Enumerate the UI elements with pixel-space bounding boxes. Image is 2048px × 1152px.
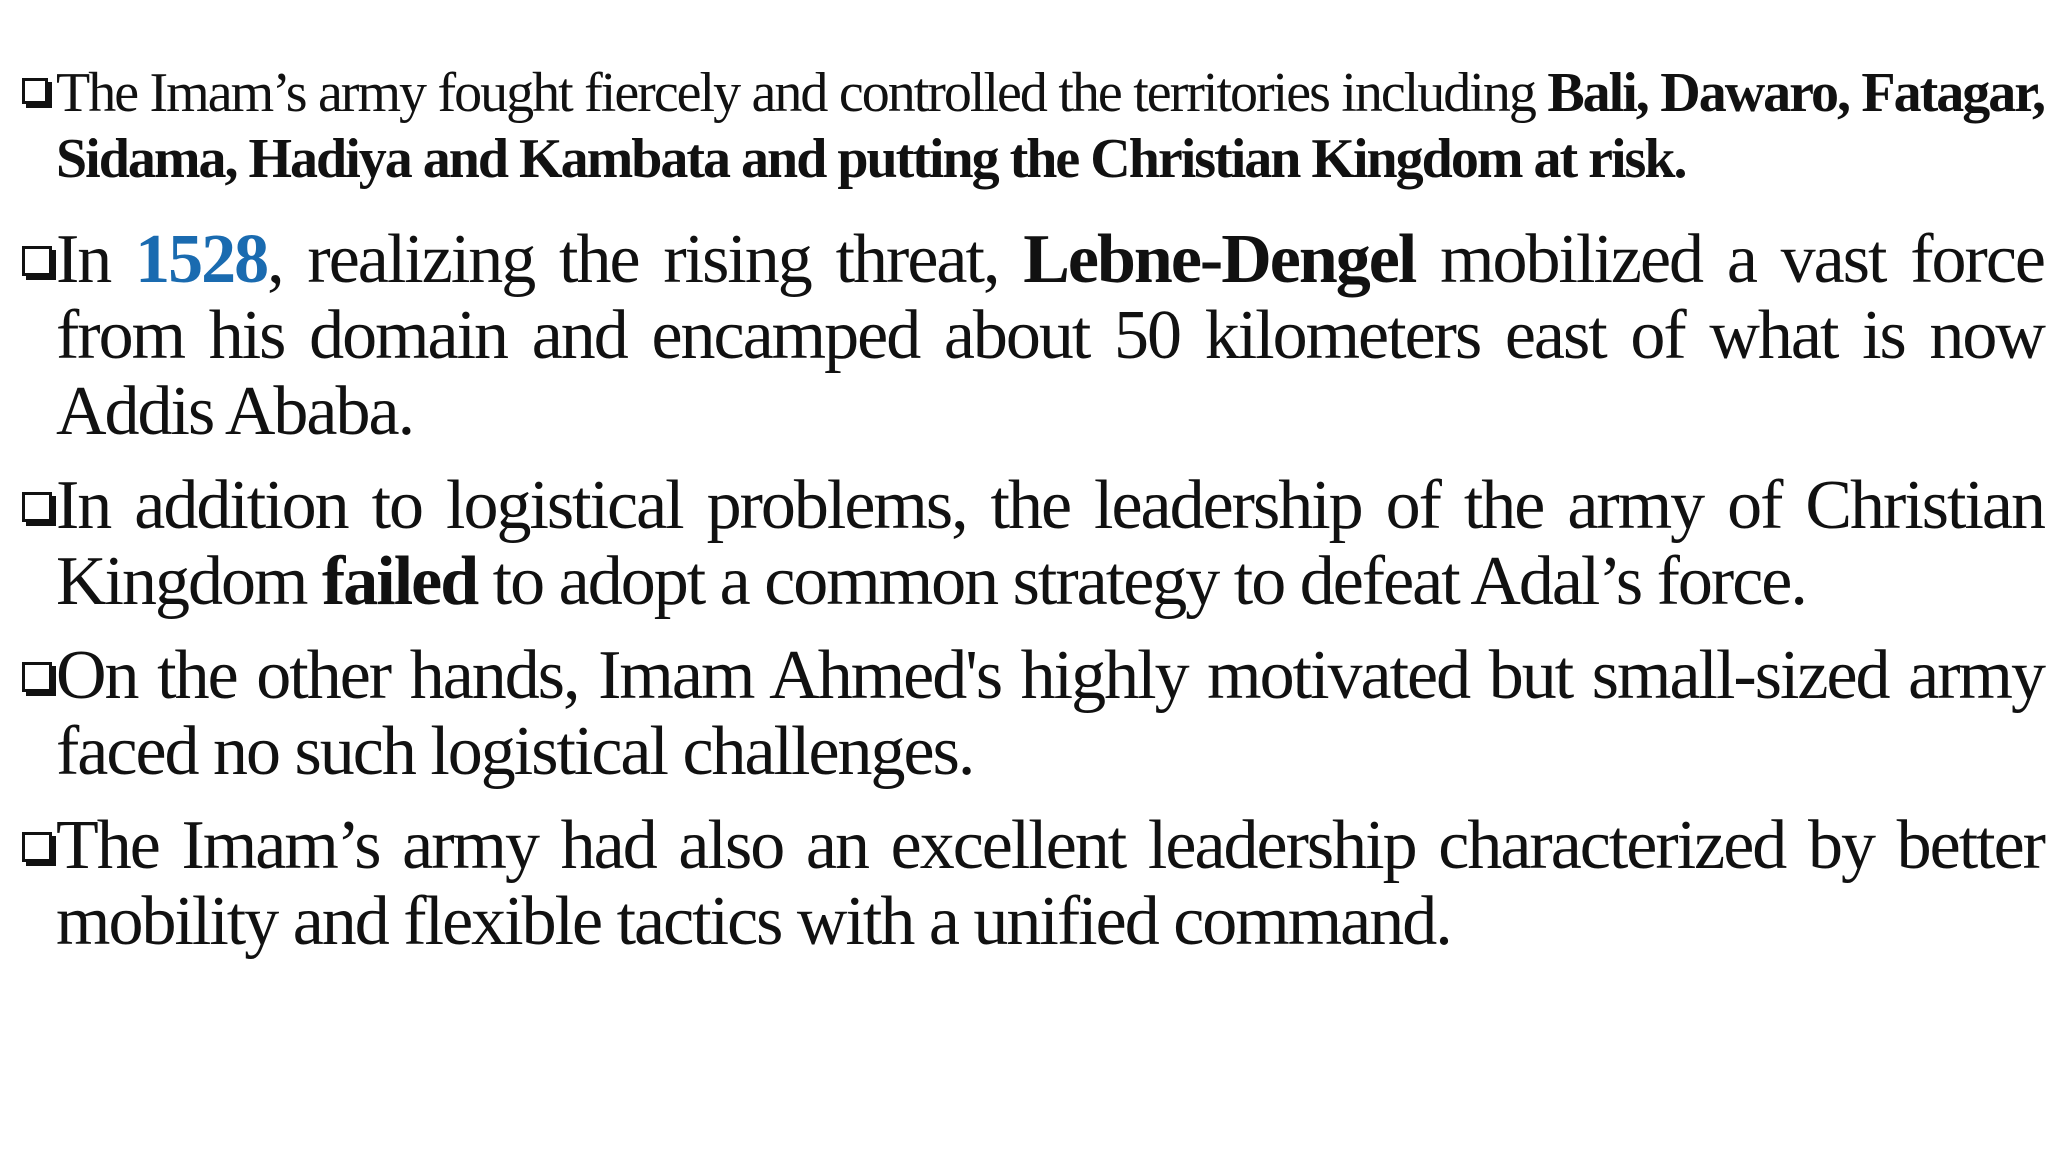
- lebne-dengel-bold-text: Lebne-Dengel: [1023, 221, 1416, 298]
- bullet-item-imam-ahmed-army: [22, 638, 2044, 790]
- bullet-item-leadership-failed: [22, 468, 2044, 620]
- failed-bold-text: failed: [321, 543, 478, 620]
- year-highlight: 1528: [135, 221, 268, 298]
- bullet-text: The Imam’s army fought fiercely and controlled the territories including: [56, 62, 1548, 124]
- bullet-list: [22, 60, 2044, 978]
- hollow-square-bullet-icon: [22, 78, 48, 104]
- bullet-text: In: [56, 221, 136, 298]
- bullet-text: to adopt a common strategy to defeat Adal’s force.: [477, 543, 1806, 620]
- bullet-item-imam-army-territories: [22, 60, 2044, 192]
- bullet-text: mobilized a vast force from his domain and encamped about 50 kilometers east of what is now Addis Ababa.: [56, 221, 2044, 450]
- bullet-text: , realizing the rising threat,: [267, 221, 1024, 298]
- territories-bold-text: Bali, Dawaro, Fatagar, Sidama, Hadiya and Kambata and putting the Christian Kingdom at risk.: [56, 62, 2044, 190]
- hollow-square-bullet-icon: [22, 662, 52, 692]
- bullet-text: On the other hands, Imam Ahmed's highly motivated but small-sized army faced no such logistical challenges.: [56, 637, 2044, 790]
- bullet-item-lebne-dengel-1528: [22, 222, 2044, 450]
- hollow-square-bullet-icon: [22, 246, 52, 276]
- bullet-item-excellent-leadership: [22, 808, 2044, 960]
- hollow-square-bullet-icon: [22, 492, 52, 522]
- bullet-text: The Imam’s army had also an excellent leadership characterized by better mobility and flexible tactics with a unified command.: [56, 807, 2044, 960]
- bullet-text: In addition to logistical problems, the leadership of the army of Christian Kingdom: [56, 467, 2044, 620]
- hollow-square-bullet-icon: [22, 832, 52, 862]
